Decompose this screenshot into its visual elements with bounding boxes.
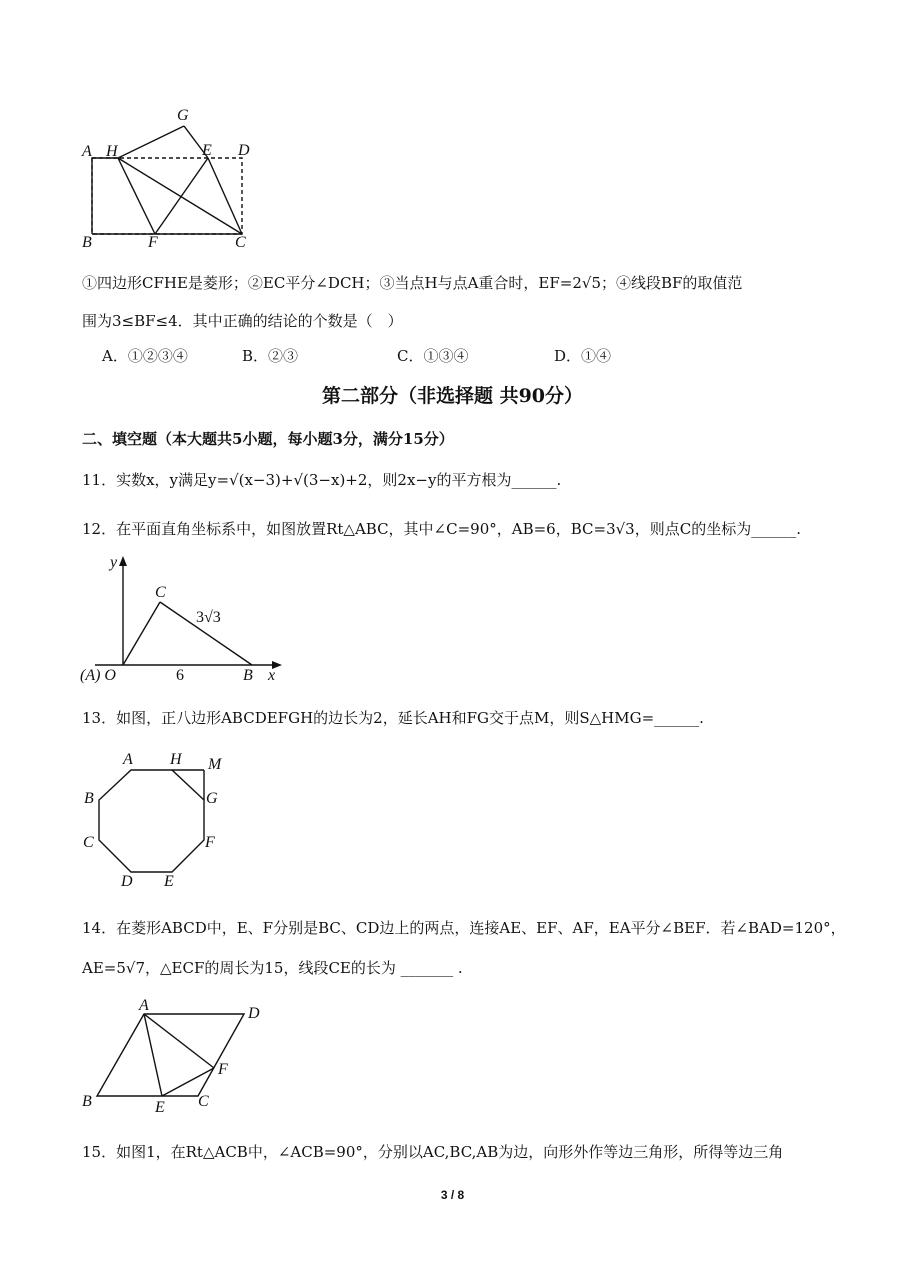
fig12-label-y: y [110,554,118,571]
question-15: 15．如图1，在Rt△ACB中，∠ACB=90°，分别以AC,BC,AB为边，向形外作等边三角形，所得等边三角 [82,1143,784,1161]
q10-option-d: D．①④ [554,347,612,365]
question-14-line2: AE=5√7，△ECF的周长为15，线段CE的长为 _______ . [82,959,463,977]
fig14-label-C: C [198,1093,209,1110]
fig10-label-E: E [202,142,212,159]
fig12-label-bc-length: 3√3 [196,609,221,626]
fig10-label-G: G [177,107,189,124]
fig12-label-ab-length: 6 [176,667,184,684]
fig13-label-F: F [205,834,215,851]
fig13-label-C: C [83,834,94,851]
question-14-line1: 14．在菱形ABCD中，E、F分别是BC、CD边上的两点，连接AE、EF、AF，EA平分∠BEF．若∠BAD=120°， [82,919,846,937]
fig12-label-origin: (A) O [80,667,116,684]
fig13-label-B: B [84,790,94,807]
fig14-label-A: A [139,997,149,1014]
question-11: 11．实数x，y满足y=√(x−3)+√(3−x)+2，则2x−y的平方根为______. [82,471,562,489]
fig10-label-D: D [238,142,250,159]
question-13: 13．如图，正八边形ABCDEFGH的边长为2，延长AH和FG交于点M，则S△HMG=______. [82,709,704,727]
fig10-label-A: A [82,143,92,160]
fig13-label-M: M [208,756,222,773]
page-number: 3 / 8 [440,1188,465,1202]
fig14-label-D: D [248,1005,260,1022]
fig13-label-A: A [123,751,133,768]
q10-statement-line2: 围为3≤BF≤4．其中正确的结论的个数是（ ） [82,312,403,330]
q10-option-c: C．①③④ [397,347,469,365]
fig12-label-C: C [155,584,166,601]
fig10-label-C: C [235,234,246,251]
fig13-label-E: E [164,873,174,890]
q10-option-b: B．②③ [242,347,299,365]
fig13-label-G: G [206,790,218,807]
fig13-label-D: D [121,873,133,890]
fig10-label-F: F [148,234,158,251]
q10-option-a: A．①②③④ [102,347,188,365]
q10-statement-line1: ①四边形CFHE是菱形；②EC平分∠DCH；③当点H与点A重合时，EF=2√5；④线段BF的取值范 [82,274,743,292]
fig12-label-B: B [243,667,253,684]
fig14-label-B: B [82,1093,92,1110]
section2-heading: 二、填空题（本大题共5小题，每小题3分，满分15分） [82,430,454,448]
part2-title: 第二部分（非选择题 共90分） [321,385,584,407]
fig10-label-H: H [106,143,118,160]
fig13-label-H: H [170,751,182,768]
fig10-label-B: B [82,234,92,251]
fig12-label-x: x [268,667,276,684]
fig14-label-F: F [218,1061,228,1078]
fig14-label-E: E [155,1099,165,1116]
question-12: 12．在平面直角坐标系中，如图放置Rt△ABC，其中∠C=90°，AB=6，BC=3√3，则点C的坐标为______. [82,520,801,538]
